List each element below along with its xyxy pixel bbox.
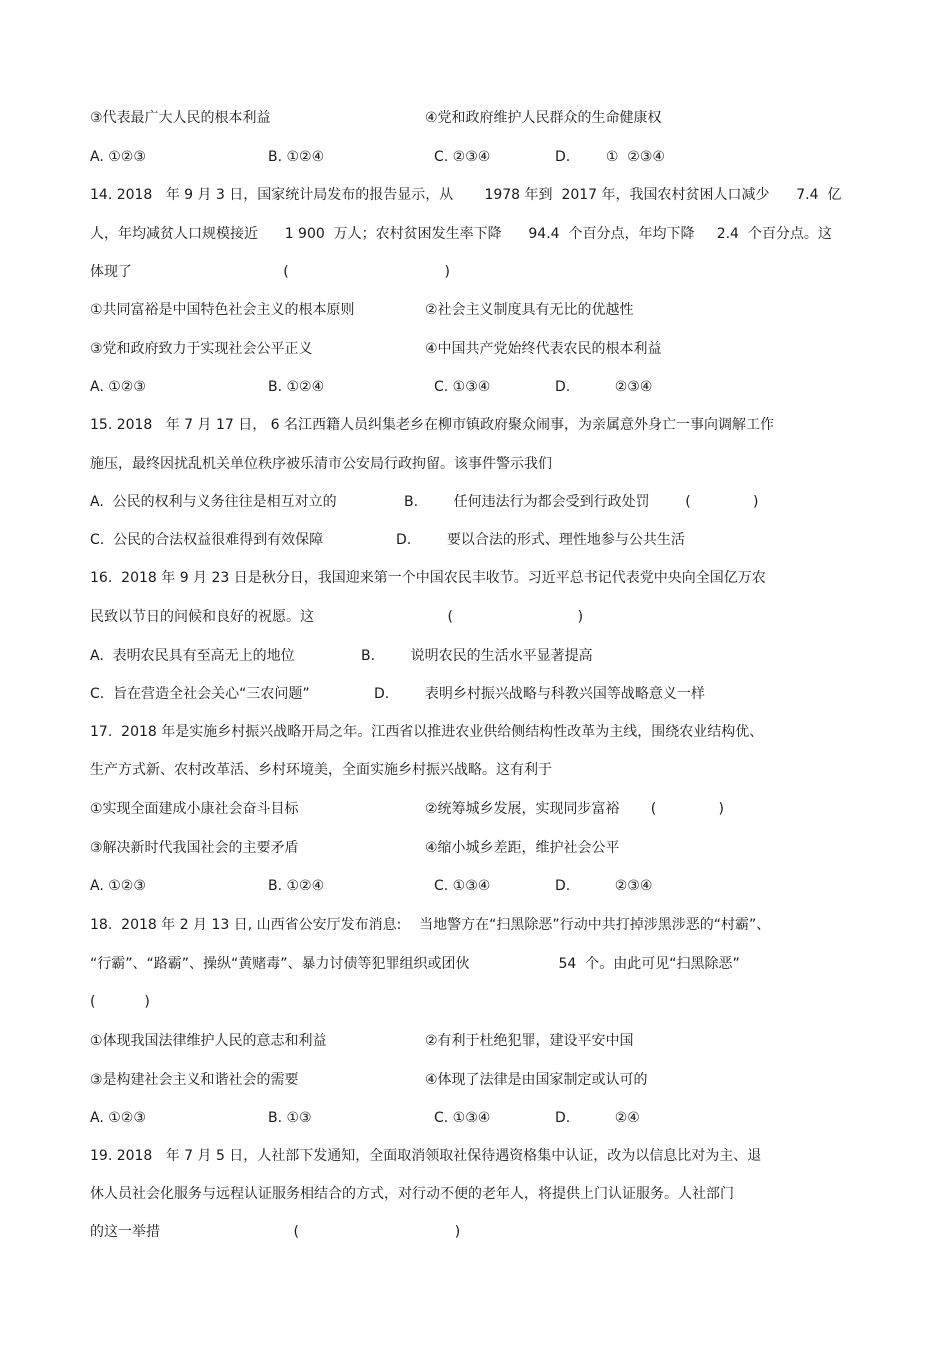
q13-option-3: ③代表最广大人民的根本利益 bbox=[90, 110, 271, 126]
q17-option-1: ①实现全面建成小康社会奋斗目标 bbox=[90, 801, 299, 817]
q16-stem-line-1: 16. 2018 年 9 月 23 日是秋分日，我国迎来第一个中国农民丰收节。习近平总书记代表党中央向全国亿万农 bbox=[90, 570, 766, 586]
q13-choice-d: D. ① ②③④ bbox=[555, 149, 665, 165]
q18-option-4: ④体现了法律是由国家制定或认可的 bbox=[425, 1072, 648, 1088]
q19-stem-line-2: 休人员社会化服务与远程认证服务相结合的方式，对行动不便的老年人，将提供上门认证服务。人社部门 bbox=[90, 1186, 734, 1202]
q18-option-2: ②有利于杜绝犯罪，建设平安中国 bbox=[425, 1033, 634, 1049]
q16-choice-d: D. 表明乡村振兴战略与科教兴国等战略意义一样 bbox=[374, 686, 705, 702]
q18-choice-d: D. ②④ bbox=[555, 1110, 640, 1126]
q17-stem-line-2: 生产方式新、农村改革活、乡村环境美，全面实施乡村振兴战略。这有利于 bbox=[90, 762, 552, 778]
q17-choice-b: B. ①②④ bbox=[268, 878, 325, 894]
q17-choice-d: D. ②③④ bbox=[555, 878, 653, 894]
q17-choice-a: A. ①②③ bbox=[90, 878, 146, 894]
q14-option-4: ④中国共产党始终代表农民的根本利益 bbox=[425, 341, 662, 357]
q18-option-1: ①体现我国法律维护人民的意志和利益 bbox=[90, 1033, 327, 1049]
q18-choice-b: B. ①③ bbox=[268, 1110, 312, 1126]
q16-choice-c: C. 旨在营造全社会关心“三农问题” bbox=[90, 686, 310, 702]
q14-choice-c: C. ①③④ bbox=[434, 379, 491, 395]
q17-option-2: ②统筹城乡发展，实现同步富裕 ( ) bbox=[425, 801, 724, 817]
q15-choice-a: A. 公民的权利与义务往往是相互对立的 bbox=[90, 494, 337, 510]
q17-choice-c: C. ①③④ bbox=[434, 878, 491, 894]
q14-stem-line-3: 体现了 ( ) bbox=[90, 264, 450, 280]
q14-stem-line-2: 人，年均减贫人口规模接近 1 900 万人；农村贫困发生率下降 94.4 个百分点，年均下降 2.4 个百分点。这 bbox=[90, 226, 832, 242]
q13-choice-c: C. ②③④ bbox=[434, 149, 491, 165]
q14-choice-a: A. ①②③ bbox=[90, 379, 146, 395]
q14-stem-line-1: 14. 2018 年 9 月 3 日，国家统计局发布的报告显示，从 1978 年到 2017 年，我国农村贫困人口减少 7.4 亿 bbox=[90, 187, 842, 203]
q19-stem-line-3: 的这一举措 ( ) bbox=[90, 1224, 461, 1240]
q15-choice-b: B. 任何违法行为都会受到行政处罚 ( ) bbox=[404, 494, 759, 510]
q13-choice-a: A. ①②③ bbox=[90, 149, 146, 165]
q15-choice-d: D. 要以合法的形式、理性地参与公共生活 bbox=[396, 532, 685, 548]
q14-option-1: ①共同富裕是中国特色社会主义的根本原则 bbox=[90, 302, 355, 318]
q18-choice-c: C. ①③④ bbox=[434, 1110, 491, 1126]
q18-option-3: ③是构建社会主义和谐社会的需要 bbox=[90, 1072, 299, 1088]
q18-choice-a: A. ①②③ bbox=[90, 1110, 146, 1126]
q18-stem-line-2: “行霸”、“路霸”、操纵“黄赌毒”、暴力讨债等犯罪组织或团伙 54 个。由此可见“扫黑除恶” bbox=[90, 956, 740, 972]
q15-stem-line-1: 15. 2018 年 7 月 17 日， 6 名江西籍人员纠集老乡在柳市镇政府聚众闹事，为亲属意外身亡一事向调解工作 bbox=[90, 417, 775, 433]
q16-choice-b: B. 说明农民的生活水平显著提高 bbox=[361, 648, 593, 664]
q14-choice-d: D. ②③④ bbox=[555, 379, 653, 395]
q14-option-3: ③党和政府致力于实现社会公平正义 bbox=[90, 341, 313, 357]
q17-option-3: ③解决新时代我国社会的主要矛盾 bbox=[90, 840, 299, 856]
q18-stem-line-3: ( ) bbox=[90, 994, 150, 1010]
q16-choice-a: A. 表明农民具有至高无上的地位 bbox=[90, 648, 295, 664]
q13-choice-b: B. ①②④ bbox=[268, 149, 325, 165]
q15-stem-line-2: 施压，最终因扰乱机关单位秩序被乐清市公安局行政拘留。该事件警示我们 bbox=[90, 456, 552, 472]
q16-stem-line-2: 民致以节日的问候和良好的祝愿。这 ( ) bbox=[90, 609, 584, 625]
q17-stem-line-1: 17. 2018 年是实施乡村振兴战略开局之年。江西省以推进农业供给侧结构性改革为主线，围绕农业结构优、 bbox=[90, 724, 764, 740]
q14-choice-b: B. ①②④ bbox=[268, 379, 325, 395]
q13-option-4: ④党和政府维护人民群众的生命健康权 bbox=[425, 110, 662, 126]
q14-option-2: ②社会主义制度具有无比的优越性 bbox=[425, 302, 634, 318]
q15-choice-c: C. 公民的合法权益很难得到有效保障 bbox=[90, 532, 324, 548]
q17-option-4: ④缩小城乡差距，维护社会公平 bbox=[425, 840, 620, 856]
q18-stem-line-1: 18. 2018 年 2 月 13 日, 山西省公安厅发布消息: 当地警方在“扫黑除恶”行动中共打掉涉黑涉恶的“村霸”、 bbox=[90, 917, 771, 933]
q19-stem-line-1: 19. 2018 年 7 月 5 日，人社部下发通知，全面取消领取社保待遇资格集中认证，改为以信息比对为主、退 bbox=[90, 1148, 762, 1164]
